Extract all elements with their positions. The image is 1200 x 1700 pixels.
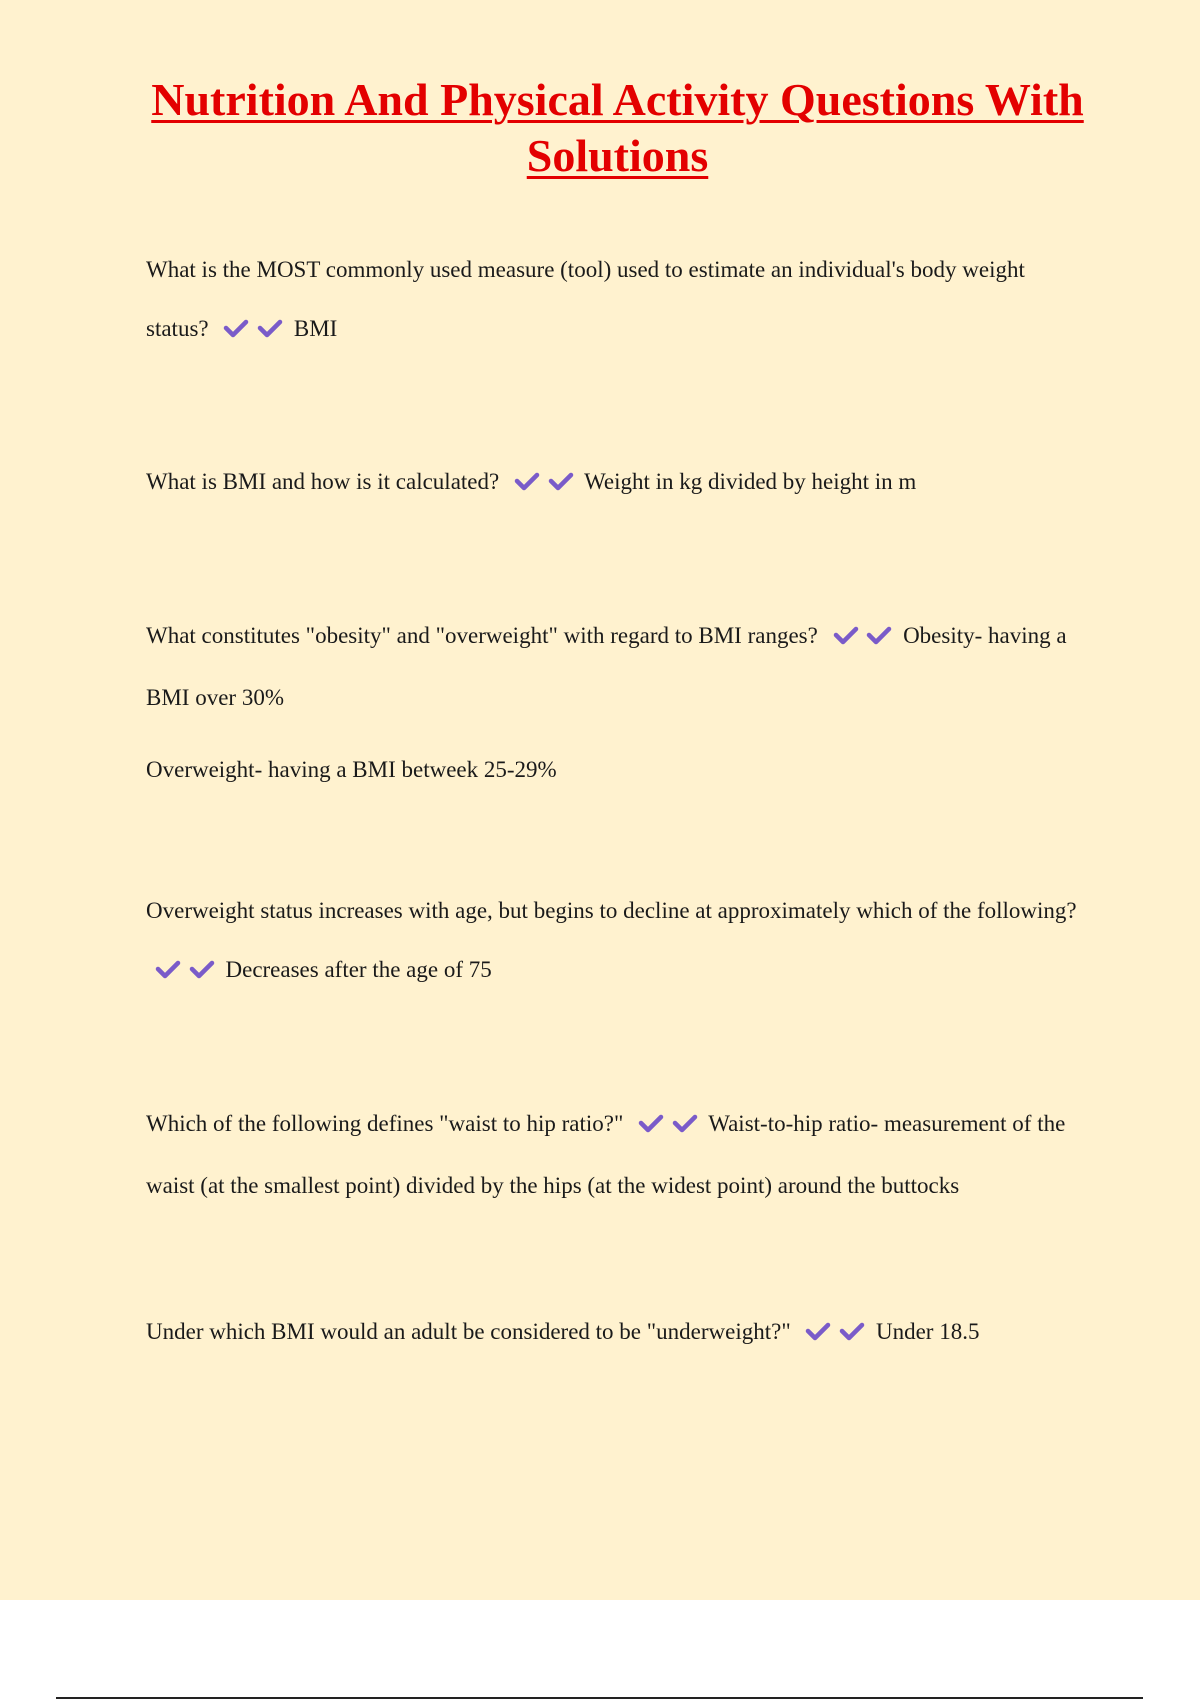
check-icon (222, 317, 250, 339)
check-icon (637, 1112, 665, 1134)
qa-item (146, 452, 1086, 514)
question-text: What constitutes "obesity" and "overweight" with regard to BMI ranges? (146, 623, 818, 648)
qa-paragraph (146, 1302, 1086, 1364)
qa-item (146, 240, 1086, 361)
double-check-icon (832, 609, 894, 668)
check-icon (513, 470, 541, 492)
double-check-icon (222, 302, 284, 361)
answer-text: Decreases after the age of 75 (225, 957, 492, 982)
check-icon (865, 624, 893, 646)
qa-item (146, 881, 1086, 1002)
qa-item (146, 1302, 1086, 1364)
double-check-icon (637, 1097, 699, 1156)
qa-item (146, 606, 1086, 799)
qa-paragraph (146, 452, 1086, 514)
question-text: What is BMI and how is it calculated? (146, 469, 500, 494)
qa-paragraph (146, 240, 1086, 361)
double-check-icon (804, 1305, 866, 1364)
check-icon (832, 624, 860, 646)
answer-text: Obesity- having a BMI over 30% (146, 623, 1067, 710)
qa-paragraph (146, 606, 1086, 727)
question-text: What is the MOST commonly used measure (tool) used to estimate an individual's body weight status? (146, 257, 1025, 341)
check-icon (804, 1320, 832, 1342)
double-check-icon (513, 455, 575, 514)
question-text: Which of the following defines "waist to hip ratio?" (146, 1111, 624, 1136)
check-icon (154, 958, 182, 980)
question-text: Overweight status increases with age, but begins to decline at approximately which of the following? (146, 898, 1077, 923)
answer-text: Weight in kg divided by height in m (584, 469, 917, 494)
answer-text: Under 18.5 (875, 1319, 980, 1344)
check-icon (547, 470, 575, 492)
answer-extra-line: Overweight- having a BMI betweek 25-29% (146, 757, 557, 782)
qa-item (146, 1094, 1086, 1215)
check-icon (838, 1320, 866, 1342)
answer-text: BMI (293, 316, 338, 341)
check-icon (671, 1112, 699, 1134)
qa-paragraph (146, 881, 1086, 1002)
answer-text: Waist-to-hip ratio- measurement of the waist (at the smallest point) divided by the hips (at the widest point) around the buttocks (146, 1111, 1066, 1198)
qa-paragraph (146, 1094, 1086, 1215)
double-check-icon (154, 943, 216, 1002)
question-text: Under which BMI would an adult be considered to be "underweight?" (146, 1319, 791, 1344)
document-title: Nutrition And Physical Activity Questions With Solutions (151, 74, 1084, 181)
footer-divider (56, 1697, 1143, 1699)
check-icon (188, 958, 216, 980)
check-icon (256, 317, 284, 339)
